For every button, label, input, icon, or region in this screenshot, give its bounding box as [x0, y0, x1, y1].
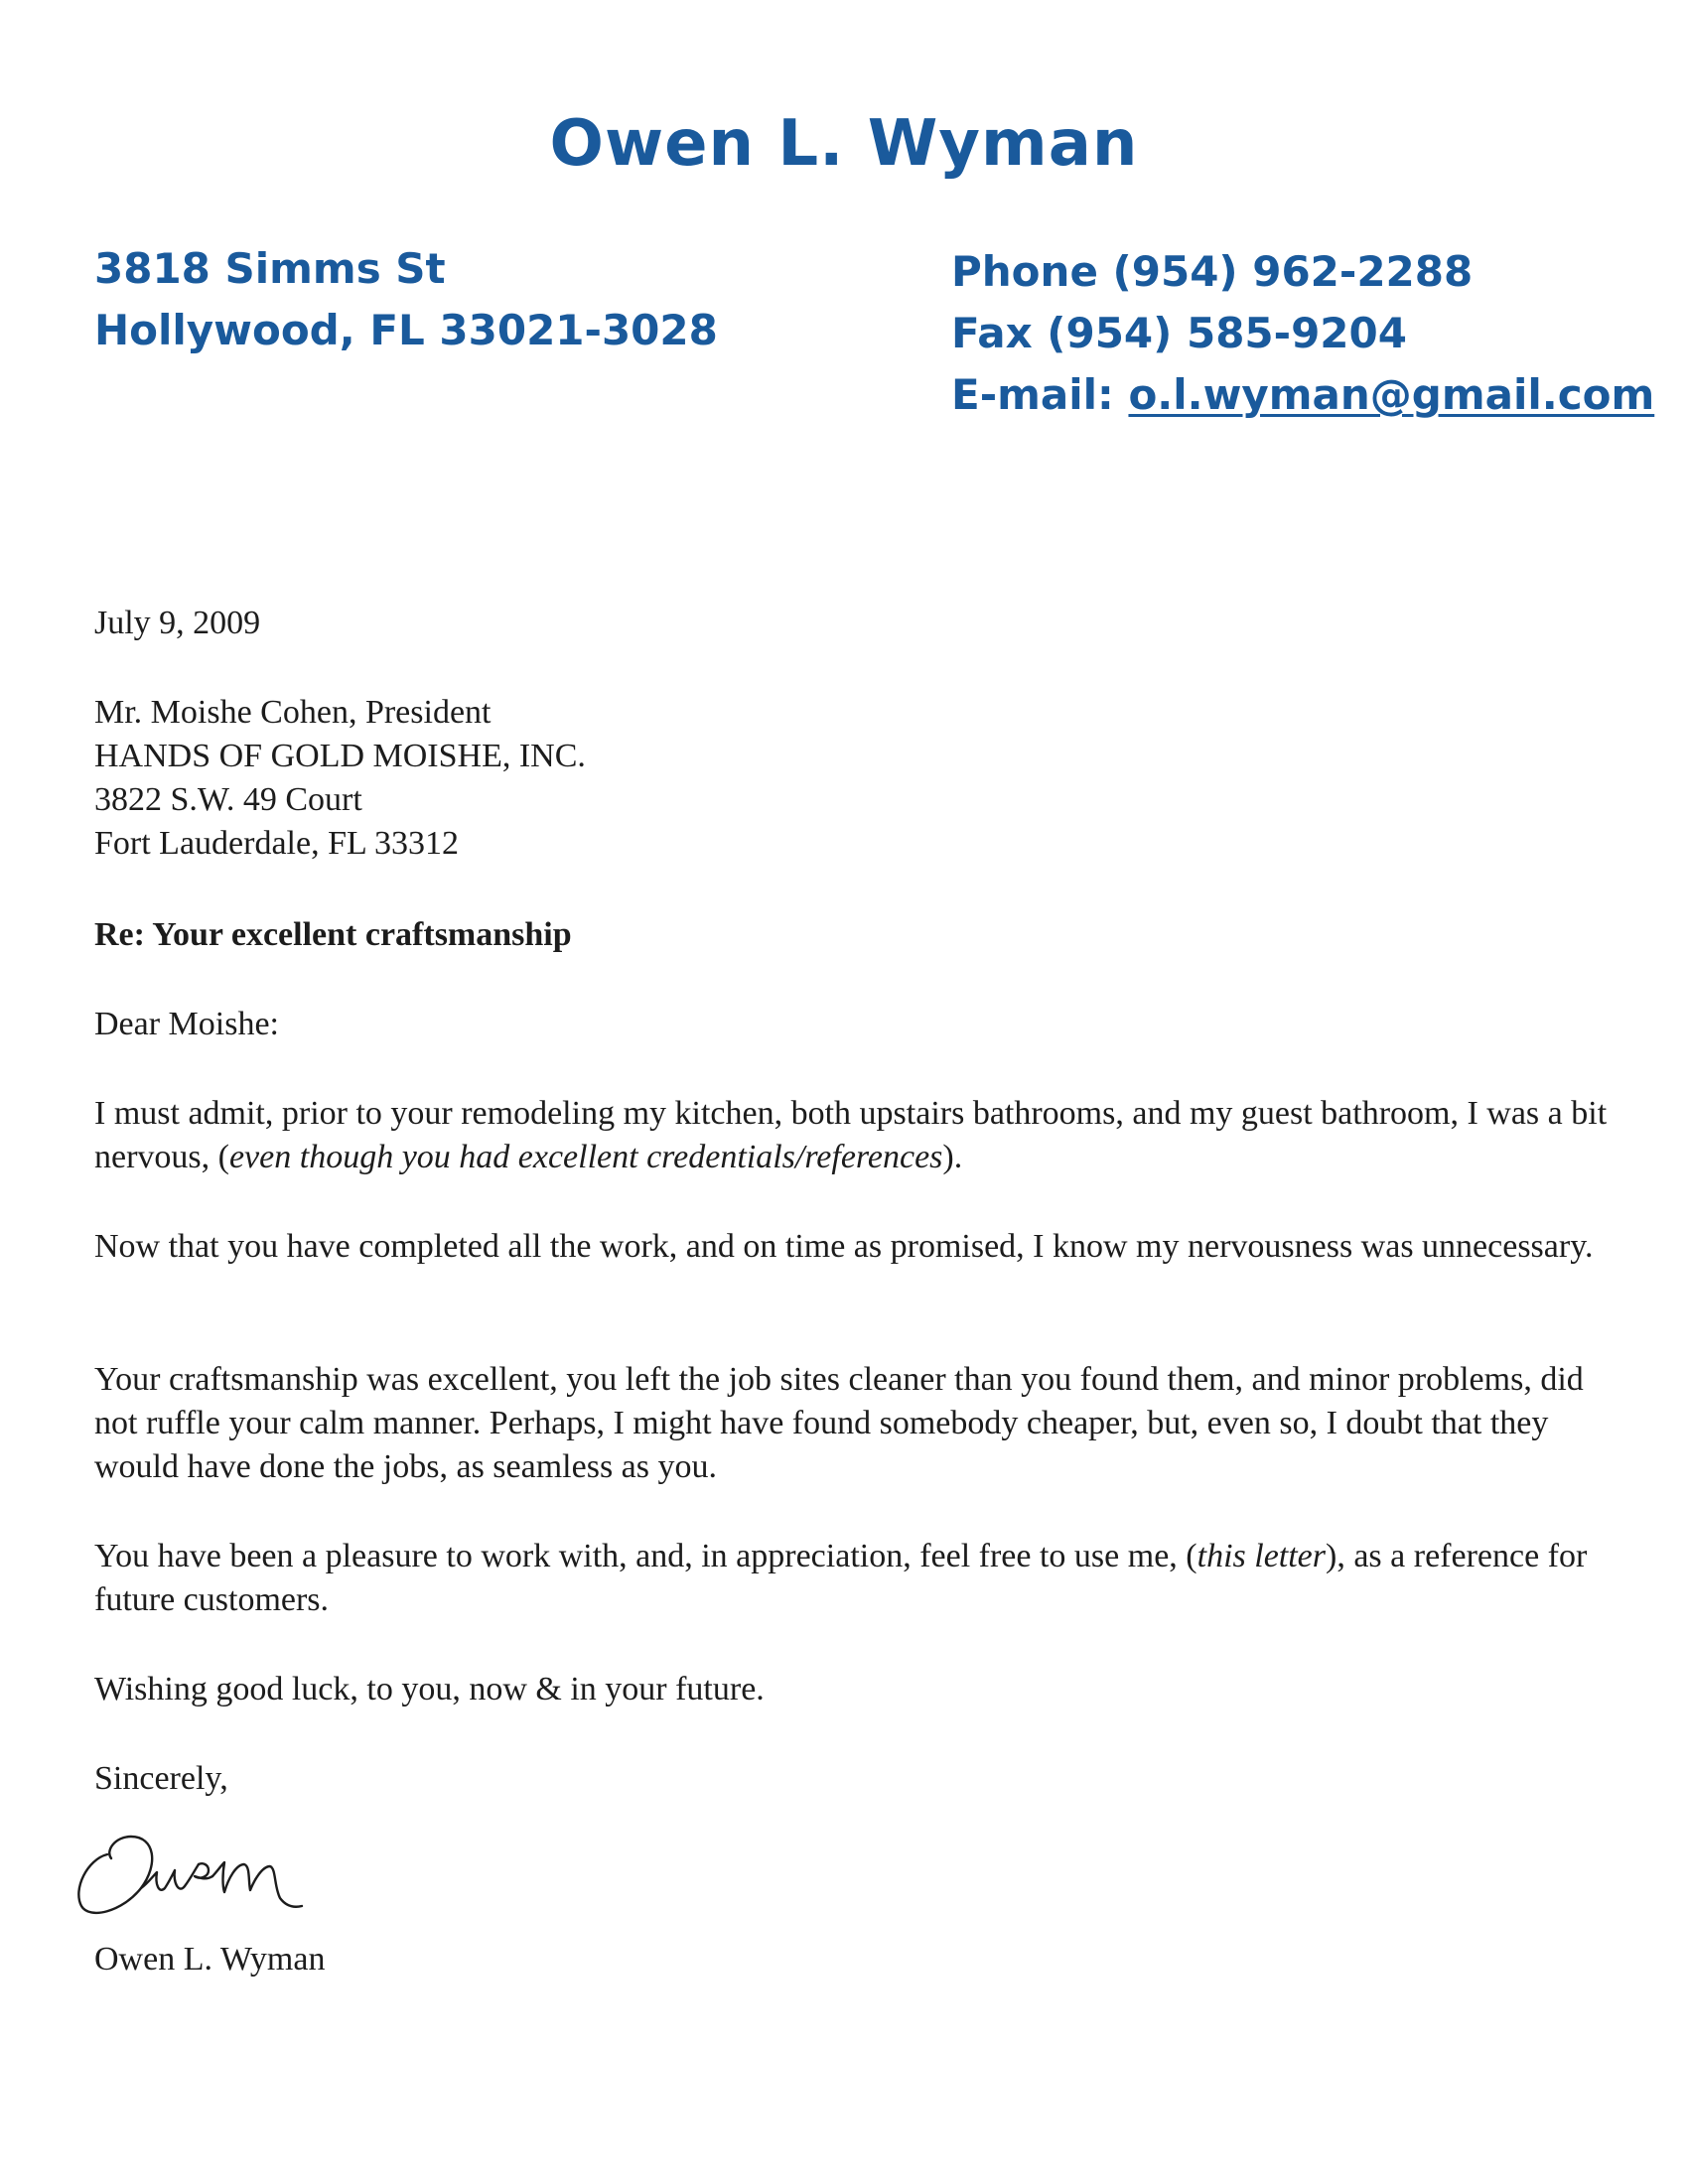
email-label: E-mail:	[951, 370, 1129, 419]
recipient-line-4: Fort Lauderdale, FL 33312	[94, 825, 459, 862]
paragraph-4	[94, 1535, 1614, 1622]
paragraph-1-end: ).	[942, 1139, 963, 1175]
address-line-1: 3818 Simms St	[94, 244, 446, 293]
recipient-line-3: 3822 S.W. 49 Court	[94, 781, 362, 818]
letter-date: July 9, 2009	[94, 605, 261, 641]
letterhead-address	[94, 238, 718, 361]
paragraph-4-italic: this letter	[1196, 1538, 1327, 1574]
letterhead-contact	[951, 241, 1654, 426]
paragraph-1	[94, 1092, 1614, 1179]
recipient-address	[94, 691, 1614, 866]
paragraph-5: Wishing good luck, to you, now & in your future.	[94, 1671, 765, 1707]
email-row	[951, 364, 1654, 426]
signer-name: Owen L. Wyman	[94, 1941, 326, 1978]
address-line-2: Hollywood, FL 33021-3028	[94, 306, 718, 354]
subject-line: Re: Your excellent craftsmanship	[94, 916, 572, 953]
fax-number: Fax (954) 585-9204	[951, 309, 1407, 357]
paragraph-3: Your craftsmanship was excellent, you left the job sites cleaner than you found them, and minor problems, did not ruffle your calm manner. Perhaps, I might have found somebody cheaper, but, even so, I doubt that they would have done the jobs, as seamless as you.	[94, 1361, 1584, 1485]
recipient-line-1: Mr. Moishe Cohen, President	[94, 694, 492, 731]
salutation: Dear Moishe:	[94, 1006, 280, 1042]
recipient-line-2: HANDS OF GOLD MOISHE, INC.	[94, 738, 586, 774]
closing: Sincerely,	[94, 1760, 228, 1797]
paragraph-1-text: I must admit, prior to your remodeling my kitchen, both upstairs bathrooms, and my guest bathroom, I was a bit nervous, (	[94, 1095, 1608, 1175]
paragraph-4-end: ), as a reference for future customers.	[94, 1538, 1588, 1618]
phone-number: Phone (954) 962-2288	[951, 247, 1474, 296]
email-link[interactable]: o.l.wyman@gmail.com	[1128, 370, 1655, 419]
letterhead-name: Owen L. Wyman	[549, 107, 1139, 181]
paragraph-1-italic: even though you had excellent credentials/references	[228, 1139, 943, 1175]
paragraph-2: Now that you have completed all the work, and on time as promised, I know my nervousness was unnecessary.	[94, 1228, 1594, 1265]
paragraph-4-text: You have been a pleasure to work with, and, in appreciation, feel free to use me, (	[94, 1538, 1197, 1574]
handwritten-signature	[68, 1815, 326, 1924]
